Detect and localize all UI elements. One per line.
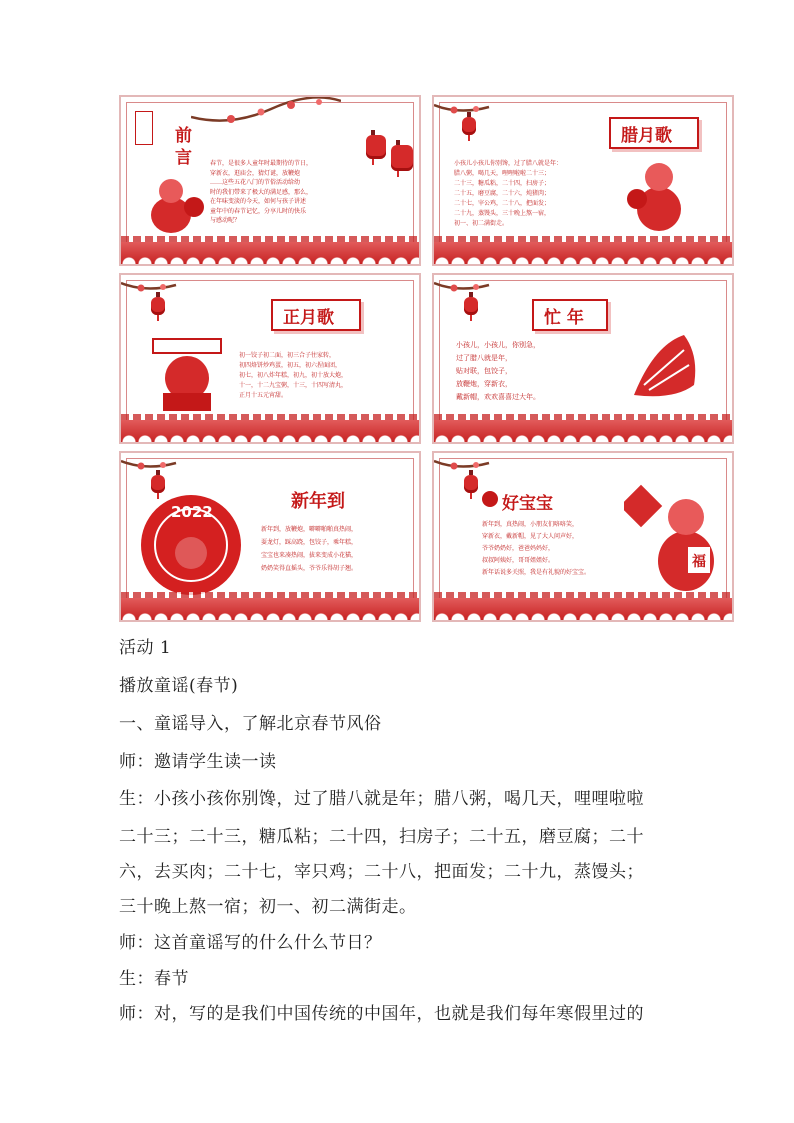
slide-xinnian-dao [119,451,421,622]
paragraph: 生：小孩小孩你别馋，过了腊八就是年；腊八粥，喝几天，哩哩啦啦 [119,789,644,809]
slides-grid [119,95,734,621]
lantern-icon [391,145,413,171]
slide-line: 在年味变淡的今天，如何与孩子讲述 [210,198,307,205]
seal-icon [482,491,498,507]
activity-subtitle: 播放童谣(春节) [119,676,239,696]
slide-title: 新年到 [291,491,345,512]
tiger-figure-icon [139,177,209,237]
slide-line: 爷爷奶奶好，爸爸妈妈好， [482,545,555,552]
lantern-icon [366,135,386,159]
slide-line: 初四烙饼炒鸡蛋，初五，初六捏面团， [239,362,342,369]
slide-title: 好宝宝 [502,494,553,514]
section-heading: 一、童谣导入，了解北京春节风俗 [119,714,382,734]
plum-branch-icon [191,97,341,157]
slide-line: ……这些五花八门的节俗活动给幼 [210,179,301,186]
paragraph: 二十三；二十三，糖瓜粘；二十四，扫房子；二十五，磨豆腐；二十 [119,827,644,847]
slide-line: 耍龙灯，踩高跷，包饺子，乘年糕， [261,539,358,546]
paragraph: 三十晚上熬一宿；初一、初二满街走。 [119,897,417,917]
paragraph: 生：春节 [119,969,189,989]
slide-line: 初一、初二满街走。 [454,220,509,227]
slide-line: 新年到，放鞭炮，噼噼啪啪真热闹， [261,526,358,533]
slide-mang-nian [432,273,734,444]
fu-character: 福 [692,554,706,570]
slide-line: 童年中的春节记忆，分享儿时的快乐 [210,207,307,215]
slide-title: 前言 [175,126,192,168]
slide-line: 正月十五元宵甜。 [239,392,288,399]
lantern-icon [151,297,165,315]
slide-line: 二十七，宰公鸡，二十八，把面发； [454,200,551,207]
slide-line: 初一饺子初二面，初三合子往家转， [239,352,336,359]
slide-line: 小孩儿小孩儿你别馋，过了腊八就是年： [454,160,563,167]
slide-line: 二十五，磨豆腐，二十六，炖猪肉； [454,190,551,197]
slide-line: 新年到，真热闹，小朋友们咯咯笑， [482,521,579,528]
paragraph: 六，去买肉；二十七，宰只鸡；二十八，把面发；二十九，蒸馒头； [119,862,644,882]
slide-line: 小孩儿，小孩儿，你别急， [456,341,540,349]
tiger-figure-icon [619,159,699,237]
paragraph: 师：这首童谣写的什么什么节日？ [119,933,382,953]
slide-line: 戴新帽，欢欢喜喜过大年。 [456,393,540,401]
slide-line: 叔叔阿姨好，哥哥姐姐好。 [482,557,555,564]
slide-line: 新年话说多关照，我是有礼貌的好宝宝。 [482,569,591,576]
tiger-figure-icon [624,481,724,596]
papercut-figure-icon [143,333,231,415]
slide-line: 十一，十二九宝粥，十三，十四写清丸， [239,382,348,389]
slide-line: 二十三，糖瓜粘，二十四，扫房子； [454,180,551,187]
slide-line: 腊八粥，喝几天，哩哩啦啦二十三； [454,170,551,177]
slide-title: 忙 年 [544,308,584,328]
hanging-ornament-icon [135,111,153,145]
slide-line: 宝宝也来凑热闹，拔来变成小花猫， [261,552,358,559]
lantern-icon [462,117,476,135]
tiger-papercut-icon [624,325,704,407]
slide-line: 过了腊八就是年， [456,354,512,362]
lantern-icon [151,475,165,493]
slide-layue-song [432,95,734,266]
lantern-icon [464,297,478,315]
activity-heading: 活动 1 [119,638,172,658]
slide-line: 二十九，蒸馒头，三十晚上熬一宿， [454,210,551,217]
slide-title: 腊月歌 [621,126,672,146]
year-badge: 2022 [171,503,213,521]
slide-title: 正月歌 [283,308,334,328]
slide-line: 穿新衣，戴新帽，见了大人问声好， [482,533,579,540]
paragraph: 师：邀请学生读一读 [119,752,277,772]
slide-zhengyue-song [119,273,421,444]
slide-line: 穿新衣，逛庙会，猜灯谜，放鞭炮 [210,169,301,177]
slide-line: 放鞭炮，穿新衣， [456,380,512,388]
slide-hao-baobao [432,451,734,622]
slide-line: 时的我们带来了极大的满足感，那么， [210,188,313,196]
paragraph: 师：对，写的是我们中国传统的中国年，也就是我们每年寒假里过的 [119,1004,644,1024]
slide-line: 奶奶笑得直摇头，爷爷乐得胡子翘。 [261,565,358,572]
lantern-icon [464,475,478,493]
slide-line: 春节，是很多人童年时最期待的节日， [210,160,313,167]
slide-preface [119,95,421,266]
slide-line: 初七，初八炸年糕，初九，初十放大炮， [239,372,348,379]
slide-line: 与感动呢？ [210,217,241,224]
slide-line: 贴对联，包饺子， [456,367,512,375]
